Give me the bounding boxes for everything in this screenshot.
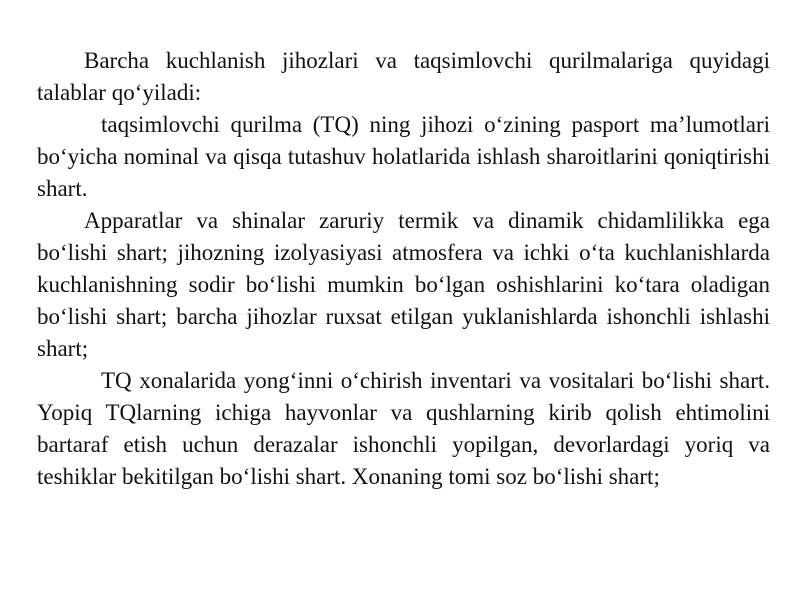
paragraph-tq-rooms: TQ xonalarida yong‘inni o‘chirish inventari va vositalari bo‘lishi shart. Yopiq TQlarning ichiga hayvonlar va qushlarning kirib qolish ehtimolini bartaraf etish uchun derazalar ishonchli yopilgan, devorlardagi yoriq va teshiklar bekitilgan bo‘lishi shart. Xonaning tomi soz bo‘lishi shart; [37,368,770,489]
paragraph-tq-equipment: taqsimlovchi qurilma (TQ) ning jihozi o‘zining pasport ma’lumotlari bo‘yicha nominal va qisqa tutashuv holatlarida ishlash sharoitlarini qoniqtirishi shart. [37,112,770,201]
document-body [37,45,770,493]
paragraph-apparatus: Apparatlar va shinalar zaruriy termik va dinamik chidamlilikka ega bo‘lishi shart; jihozning izolyasiyasi atmosfera va ichki o‘ta kuchlanishlarda kuchlanishning sodir bo‘lishi mumkin bo‘lgan oshishlarini ko‘tara oladigan bo‘lishi shart; barcha jihozlar ruxsat etilgan yuklanishlarda ishonchli ishlashi shart; [37,208,770,361]
paragraph-intro: Barcha kuchlanish jihozlari va taqsimlovchi qurilmalariga quyidagi talablar qo‘yiladi: [37,48,770,105]
